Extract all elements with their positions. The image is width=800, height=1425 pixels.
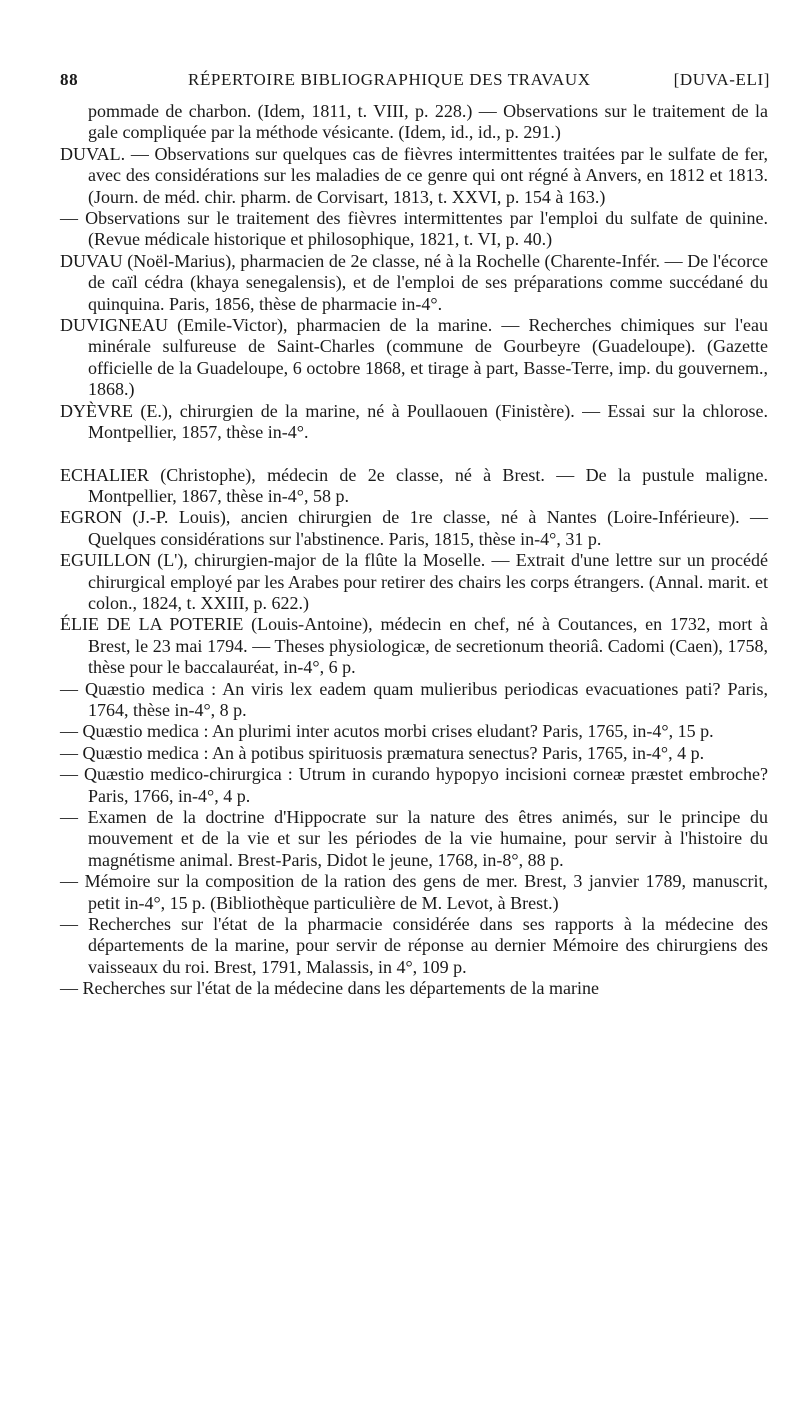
entry-elie-sub-3: — Quæstio medica : An à potibus spirituosis præmatura senectus? Paris, 1765, in-4°, 4 p. [60, 742, 705, 763]
running-title: RÉPERTOIRE BIBLIOGRAPHIQUE DES TRAVAUX [188, 70, 591, 89]
entry-duval-sub: — Observations sur le traitement des fièvres intermittentes par l'emploi du sulfate de quinine. (Revue médicale historique et philosophique, 1821, t. VI, p. 40.) [60, 208, 768, 250]
entry-duvigneau: DUVIGNEAU (Emile-Victor), pharmacien de la marine. — Recherches chimiques sur l'eau minérale sulfureuse de Saint-Charles (commune de Gourbeyre (Guadeloupe). (Gazette officielle de la Guadeloupe, 6 octobre 1868, et tirage à part, Basse-Terre, imp. du gouvernem., 1868.) [60, 315, 768, 400]
entry-elie-sub-8: — Recherches sur l'état de la médecine dans les départements de la marine [60, 978, 600, 999]
entry-elie-sub-2: — Quæstio medica : An plurimi inter acutos morbi crises eludant? Paris, 1765, in-4°, 15 p. [60, 721, 714, 742]
section-gap [60, 444, 768, 465]
running-header [60, 70, 770, 100]
entry-egron: EGRON (J.-P. Louis), ancien chirurgien de 1re classe, né à Nantes (Loire-Inférieure). — Quelques considérations sur l'abstinence. Paris, 1815, thèse in-4°, 31 p. [60, 507, 768, 549]
entry-elie-de-la-poterie: ÉLIE DE LA POTERIE (Louis-Antoine), médecin en chef, né à Coutances, en 1732, mort à Brest, le 23 mai 1794. — Theses physiologicæ, de secretionum theoriâ. Cadomi (Caen), 1758, thèse pour le baccalauréat, in-4°, 6 p. [60, 614, 768, 678]
entry-elie-sub-1: — Quæstio medica : An viris lex eadem quam mulieribus periodicas evacuationes pati? Paris, 1764, thèse in-4°, 8 p. [60, 678, 768, 720]
page-number: 88 [60, 70, 79, 89]
entry-eguillon: EGUILLON (L'), chirurgien-major de la flûte la Moselle. — Extrait d'une lettre sur un procédé chirurgical employé par les Arabes pour retirer des chairs les corps étrangers. (Annal. marit. et colon., 1824, t. XXIII, p. 622.) [60, 550, 768, 613]
entry-duvau: DUVAU (Noël-Marius), pharmacien de 2e classe, né à la Rochelle (Charente-Infér. — De l'écorce de caïl cédra (khaya senegalensis), et de l'emploi de ses préparations comme succédané du quinquina. Paris, 1856, thèse de pharmacie in-4°. [60, 250, 768, 314]
entry-elie-sub-7: — Recherches sur l'état de la pharmacie considérée dans ses rapports à la médecine des départements de la marine, pour servir de réponse au dernier Mémoire des chirurgiens des vaisseaux du roi. Brest, 1791, Malassis, in 4°, 109 p. [60, 914, 768, 977]
entry-elie-sub-5: — Examen de la doctrine d'Hippocrate sur la nature des êtres animés, sur le principe du mouvement et de la vie et sur les périodes de la vie humaine, pour servir à l'histoire du magnétisme animal. Brest-Paris, Didot le jeune, 1768, in-8°, 88 p. [60, 807, 768, 870]
entry-duval: DUVAL. — Observations sur quelques cas de fièvres intermittentes traitées par le sulfate de fer, avec des considérations sur les maladies de ce genre qui ont régné à Anvers, en 1812 et 1813. (Journ. de méd. chir. pharm. de Corvisart, 1813, t. XXVI, p. 154 à 163.) [60, 143, 768, 207]
entry-continuation: pommade de charbon. (Idem, 1811, t. VIII, p. 228.) — Observations sur le traitement de la gale compliquée par la méthode vésicante. (Idem, id., id., p. 291.) [88, 101, 768, 143]
entry-echalier: ECHALIER (Christophe), médecin de 2e classe, né à Brest. — De la pustule maligne. Montpellier, 1867, thèse in-4°, 58 p. [60, 464, 768, 506]
entry-elie-sub-6: — Mémoire sur la composition de la ration des gens de mer. Brest, 3 janvier 1789, manuscrit, petit in-4°, 15 p. (Bibliothèque particulière de M. Levot, à Brest.) [60, 871, 768, 913]
entry-elie-sub-4: — Quæstio medico-chirurgica : Utrum in curando hypopyo incisioni corneæ præstet embroche? Paris, 1766, in-4°, 4 p. [60, 764, 768, 806]
alphabetic-range: [DUVA-ELI] [673, 70, 770, 89]
bibliography-body [60, 101, 768, 1000]
entry-dyevre: DYÈVRE (E.), chirurgien de la marine, né à Poullaouen (Finistère). — Essai sur la chlorose. Montpellier, 1857, thèse in-4°. [60, 400, 768, 443]
